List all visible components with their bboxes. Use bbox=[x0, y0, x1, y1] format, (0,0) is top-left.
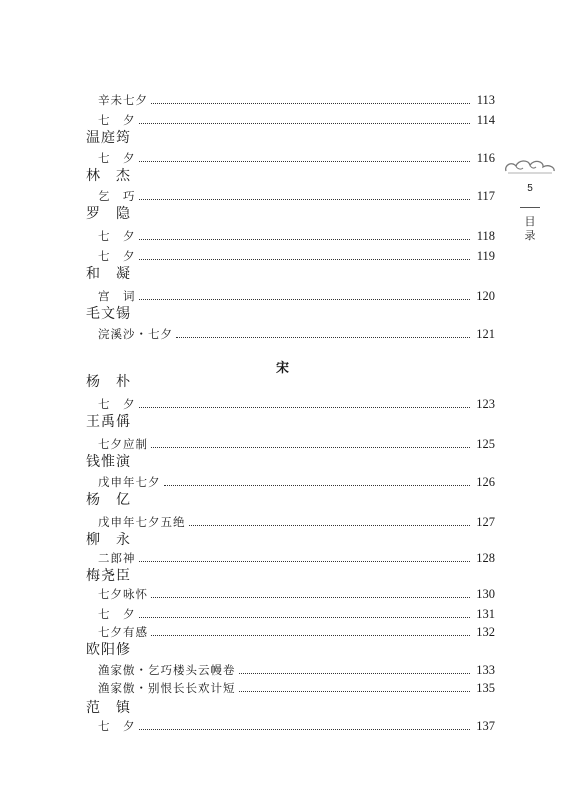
author-name: 范 镇 bbox=[86, 700, 131, 716]
toc-entry[interactable] bbox=[98, 111, 495, 129]
dot-leader bbox=[151, 625, 470, 636]
entry-title: 七夕咏怀 bbox=[98, 587, 148, 601]
dot-leader bbox=[151, 587, 470, 598]
toc-entry[interactable] bbox=[98, 227, 495, 245]
entry-page-number: 125 bbox=[476, 436, 495, 451]
entry-page-number: 133 bbox=[476, 662, 495, 677]
toc-entry[interactable] bbox=[98, 395, 495, 413]
toc-entry[interactable] bbox=[98, 717, 495, 735]
dot-leader bbox=[139, 151, 471, 162]
dot-leader bbox=[139, 607, 471, 618]
toc-entry[interactable] bbox=[98, 435, 495, 453]
entry-page-number: 130 bbox=[476, 586, 495, 601]
dot-leader bbox=[164, 475, 471, 486]
author-name: 王禹偁 bbox=[86, 414, 131, 430]
toc-entry[interactable] bbox=[98, 605, 495, 623]
toc-entry[interactable] bbox=[98, 325, 495, 343]
toc-entry[interactable] bbox=[98, 513, 495, 531]
cloud-icon bbox=[502, 155, 558, 179]
entry-title: 戊申年七夕 bbox=[98, 475, 161, 489]
dot-leader bbox=[189, 515, 471, 526]
entry-title: 七 夕 bbox=[98, 113, 136, 127]
author-name: 林 杰 bbox=[86, 168, 131, 184]
entry-title: 浣溪沙・七夕 bbox=[98, 327, 173, 341]
entry-page-number: 137 bbox=[476, 718, 495, 733]
entry-title: 七夕应制 bbox=[98, 437, 148, 451]
entry-page-number: 118 bbox=[476, 228, 495, 243]
entry-title: 宫 词 bbox=[98, 289, 136, 303]
entry-title: 七 夕 bbox=[98, 151, 136, 165]
toc-entry[interactable] bbox=[98, 679, 495, 697]
entry-page-number: 131 bbox=[476, 606, 495, 621]
author-name: 欧阳修 bbox=[86, 642, 131, 658]
entry-page-number: 126 bbox=[476, 474, 495, 489]
entry-page-number: 116 bbox=[476, 150, 495, 165]
author-name: 温庭筠 bbox=[86, 130, 131, 146]
toc-entry[interactable] bbox=[98, 187, 495, 205]
toc-entry[interactable] bbox=[98, 585, 495, 603]
entry-title: 二郎神 bbox=[98, 551, 136, 565]
toc-entry[interactable] bbox=[98, 473, 495, 491]
toc-entry[interactable] bbox=[98, 661, 495, 679]
author-name: 钱惟演 bbox=[86, 454, 131, 470]
dot-leader bbox=[176, 327, 470, 338]
entry-page-number: 135 bbox=[476, 680, 495, 695]
entry-title: 七 夕 bbox=[98, 607, 136, 621]
toc-entry[interactable] bbox=[98, 149, 495, 167]
section-heading: 宋 bbox=[275, 361, 289, 376]
entry-page-number: 132 bbox=[476, 624, 495, 639]
entry-page-number: 121 bbox=[476, 326, 495, 341]
toc-entry[interactable] bbox=[98, 623, 495, 641]
toc-entry[interactable] bbox=[98, 91, 495, 109]
entry-page-number: 120 bbox=[476, 288, 495, 303]
entry-title: 乞 巧 bbox=[98, 189, 136, 203]
entry-page-number: 128 bbox=[476, 550, 495, 565]
author-name: 梅尧臣 bbox=[86, 568, 131, 584]
entry-title: 渔家傲・乞巧楼头云幔卷 bbox=[98, 663, 236, 677]
entry-page-number: 117 bbox=[476, 188, 495, 203]
dot-leader bbox=[139, 551, 471, 562]
page-number: 5 bbox=[527, 183, 533, 194]
entry-title: 渔家傲・别恨长长欢计短 bbox=[98, 681, 236, 695]
dot-leader bbox=[239, 663, 471, 674]
dot-leader bbox=[151, 437, 470, 448]
entry-page-number: 127 bbox=[476, 514, 495, 529]
entry-title: 七 夕 bbox=[98, 719, 136, 733]
entry-title: 七 夕 bbox=[98, 397, 136, 411]
entry-title: 七 夕 bbox=[98, 249, 136, 263]
entry-title: 七夕有感 bbox=[98, 625, 148, 639]
author-name: 杨 亿 bbox=[86, 492, 131, 508]
toc-entry[interactable] bbox=[98, 247, 495, 265]
author-name: 毛文锡 bbox=[86, 306, 131, 322]
author-name: 柳 永 bbox=[86, 532, 131, 548]
entry-title: 辛未七夕 bbox=[98, 93, 148, 107]
dot-leader bbox=[139, 289, 471, 300]
entry-page-number: 113 bbox=[476, 92, 495, 107]
dot-leader bbox=[139, 397, 471, 408]
dot-leader bbox=[139, 719, 471, 730]
dot-leader bbox=[139, 249, 471, 260]
dot-leader bbox=[151, 93, 470, 104]
entry-page-number: 114 bbox=[476, 112, 495, 127]
dot-leader bbox=[139, 229, 471, 240]
divider bbox=[520, 207, 540, 208]
dot-leader bbox=[139, 113, 471, 124]
author-name: 杨 朴 bbox=[86, 374, 131, 390]
entry-title: 七 夕 bbox=[98, 229, 136, 243]
toc-entry[interactable] bbox=[98, 549, 495, 567]
dot-leader bbox=[139, 189, 471, 200]
entry-title: 戊申年七夕五绝 bbox=[98, 515, 186, 529]
author-name: 和 凝 bbox=[86, 266, 131, 282]
dot-leader bbox=[239, 681, 471, 692]
entry-page-number: 123 bbox=[476, 396, 495, 411]
entry-page-number: 119 bbox=[476, 248, 495, 263]
toc-entry[interactable] bbox=[98, 287, 495, 305]
side-label: 目录 bbox=[524, 215, 536, 242]
author-name: 罗 隐 bbox=[86, 206, 131, 222]
